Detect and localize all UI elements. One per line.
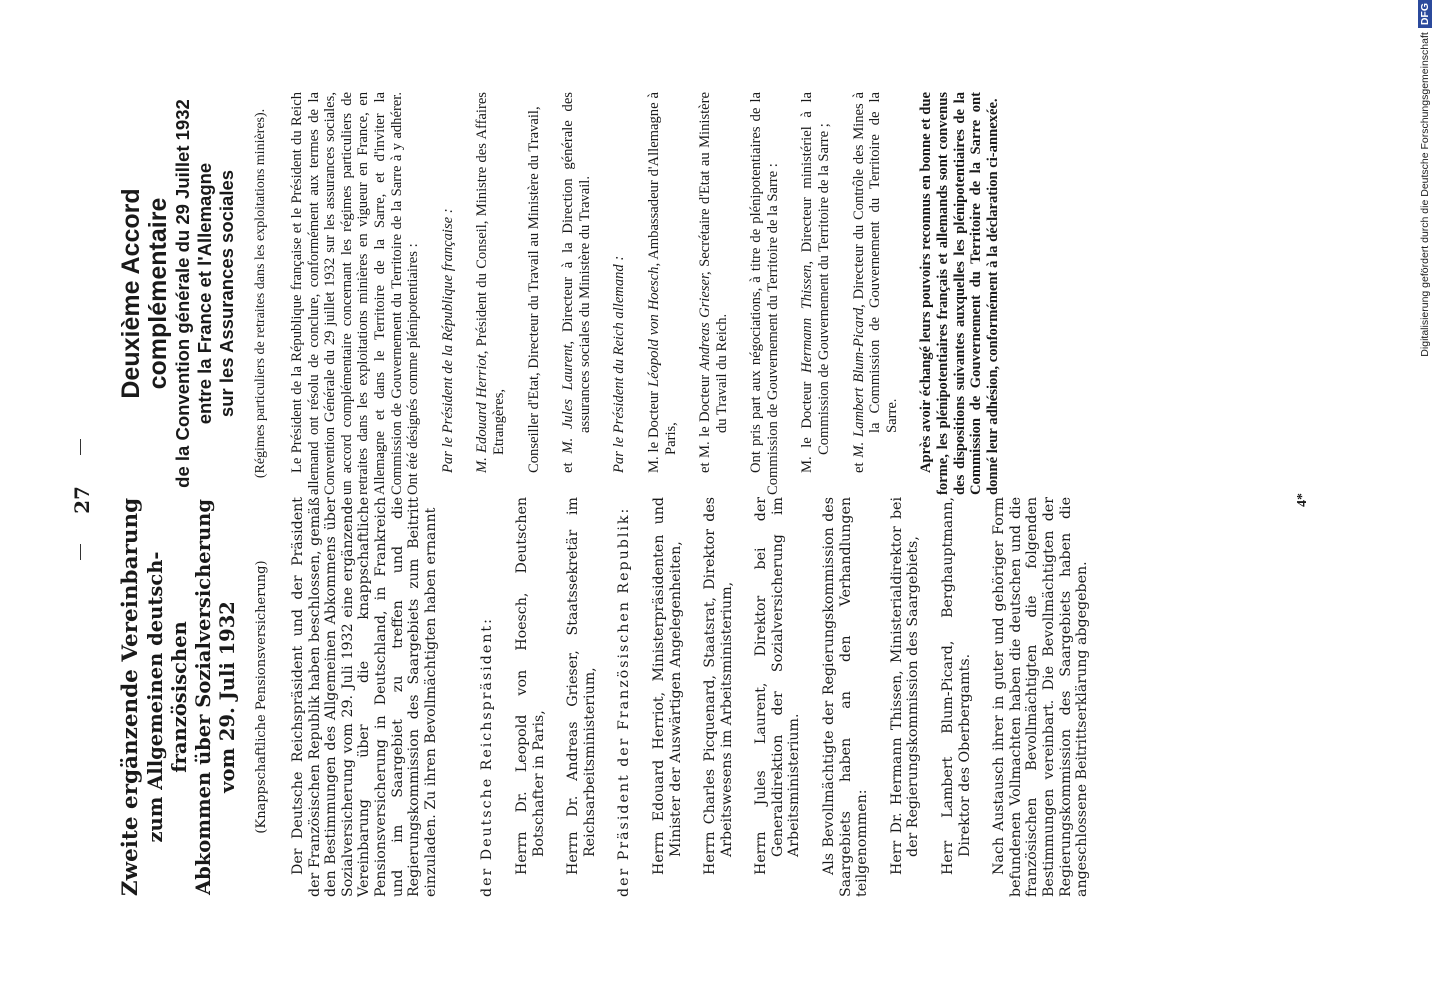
french-laurent-role: Directeur à la Direction générale des assurances sociales du Ministère du Travail. (560, 92, 593, 433)
french-subtitle: (Régimes particuliers de retraites dans les exploitations minières). (253, 108, 268, 479)
french-blum-picard: et M. Lambert Blum-Picard, Directeur du Contrôle des Mines à la Commission de Gouvernement du Territoire de la Sarre. (850, 92, 900, 473)
german-final-paragraph: Nach Austausch ihrer in guter und gehöriger Form befundenen Vollmachten haben die deutschen und die französischen Bevollmächtigten die folgenden Bestimmungen vereinbart. Die Bevollmächtigten der Regierungskommission des Saargebiets haben die angeschlossene Beitrittserklärung abgegeben. (991, 497, 1091, 897)
french-laurent: et M. Jules Laurent, Directeur à la Direction générale des assurances sociales du Ministère du Travail. (560, 92, 593, 473)
german-herriot: Herrn Edouard Herriot, Ministerpräsidenten und Minister der Auswärtigen Angelegenheiten, (650, 497, 684, 875)
german-column (118, 497, 1091, 897)
french-reich-heading: Par le Président du Reich allemand : (611, 255, 628, 473)
french-piquenard-role: Conseiller d'Etat, Directeur du Travail au Ministère du Travail, (525, 106, 542, 473)
french-title-line-4: sur les Assurances sociales (216, 169, 237, 418)
german-hoesch: Herrn Dr. Leopold von Hoesch, Deutschen Botschafter in Paris, (513, 497, 547, 875)
german-laurent: Herrn Jules Laurent, Direktor bei der Generaldirektion der Sozialversicherung im Arbeitsministerium. (753, 497, 803, 875)
french-grieser-role: Secrétaire d'Etat au Ministère du Travail du Reich. (697, 92, 730, 433)
german-picquenard: Herrn Charles Picquenard, Staatsrat, Direktor des Arbeitswesens im Arbeitsministerium, (702, 497, 735, 875)
french-laurent-name: M. Jules Laurent, (560, 340, 577, 454)
french-thissen-name: Hermann Thissen, (799, 260, 816, 373)
french-thissen-role: Directeur ministériel à la Commission de Gouvernement du Territoire de la Sarre ; (799, 91, 833, 455)
german-preamble: Der Deutsche Reichspräsident und der Präsident der Französischen Republik haben beschlossen, gemäß den Bestimmungen des Allgemeinen Abkommens über Sozialversicherung vom 29. Juli 1932 eine ergänzende Vereinbarung über die knappschaftliche Pensionsversicherung in Deutschland, in Frankreich und im Saargebiet zu treffen und die Regierungskommission des Saargebiets zum Beitritt einzuladen. Zu ihren Bevollmächtigten haben ernannt (290, 497, 439, 897)
dfg-logo: DFG (1418, 0, 1432, 28)
french-preamble: Le Président de la République française et le Président du Reich allemand ont résolu de conclure, conformément aux termes de la Convention Générale du 29 juillet 1932 sur les assurances sociales, un accord complémentaire concernant les régimes particuliers de retraites dans les exploitations minières en vigueur en France, en Allemagne et dans le Territoire de la Sarre, et d'inviter la Commission de Gouvernement du Territoire de la Sarre à y adhérer. Ont été désignés comme plénipotentiaires : (289, 92, 422, 495)
french-blum-role: Directeur du Contrôle des Mines à la Commission de Gouvernement du Territoire de la Sarre. (850, 92, 900, 433)
german-title-line-1: Zweite ergänzende Vereinbarung (118, 497, 143, 897)
german-blum-picard: Herr Lambert Blum-Picard, Berghauptmann, Direktor des Oberbergamts. (940, 497, 973, 875)
german-reich-heading: der Deutsche Reichspräsident: (479, 617, 496, 897)
french-herriot (474, 92, 507, 495)
french-hoesch-name: Léopold von Hoesch, (645, 262, 662, 388)
french-saar-paragraph: Ont pris part aux négociations, à titre de plénipotentiaires de la Commission de Gouvernement du Territoire de la Sarre : (748, 92, 781, 495)
french-column (118, 92, 1001, 495)
digitization-note: Digitalisierung gefördert durch die Deutsche Forschungsgemeinschaft (1419, 32, 1431, 357)
french-title-line-1: Deuxième Accord complémentaire (117, 188, 172, 399)
french-final-paragraph: Après avoir échangé leurs pouvoirs reconnus en bonne et due forme, les plénipotentiaires français et allemands sont convenus des dispositions suivantes auxquelles les plénipotentiaires de la Commission de Gouvernement du Territoire de la Sarre ont donné leur adhésion, conformément à la déclaration ci-annexée. (918, 92, 1001, 495)
german-grieser: Herrn Dr. Andreas Grieser, Staatssekretär im Reichsarbeitsministerium, (565, 497, 598, 875)
french-hoesch-role: Ambassadeur d'Allemagne à Paris, (645, 92, 679, 455)
french-title-line-2: de la Convention générale du 29 Juillet 1932 (172, 99, 193, 488)
german-thissen: Herr Dr. Hermann Thissen, Ministerialdirektor bei der Regierungskommission des Saargebiets, (888, 497, 922, 875)
german-subtitle: (Knappschaftliche Pensionsversicherung) (254, 560, 269, 834)
french-herriot-name: M. Edouard Herriot, (474, 350, 491, 473)
french-title-line-3: entre la France et l'Allemagne (194, 162, 215, 425)
page-number-dash-right (80, 439, 81, 455)
printer-signature-mark: 4* (1295, 493, 1310, 507)
french-republic-heading: Par le Président de la République française : (439, 208, 456, 473)
french-grieser-name: Andreas Grieser, (697, 271, 714, 371)
french-thissen: M. le Docteur Hermann Thissen, Directeur ministériel à la Commission de Gouvernement du Territoire de la Sarre ; (799, 91, 833, 473)
german-title-line-4: vom 29. Juli 1932 (216, 601, 239, 793)
french-blum-name: M. Lambert Blum-Picard, (850, 304, 867, 458)
french-piquenard (526, 92, 543, 495)
digitization-footer (1418, 0, 1432, 1000)
page-number: 27 (70, 486, 94, 514)
german-saar-paragraph: Als Bevollmächtigte der Regierungskommission des Saargebiets haben an den Verhandlungen teilgenommen: (821, 497, 871, 897)
french-herriot-role: Président du Conseil, Ministre des Affaires Etrangères, (474, 92, 507, 455)
french-grieser: et M. le Docteur Andreas Grieser, Secrétaire d'Etat au Ministère du Travail du Reich. (697, 92, 730, 473)
french-hoesch: M. le Docteur Léopold von Hoesch, Ambassadeur d'Allemagne à Paris, (645, 92, 679, 473)
german-republic-heading: der Präsident der Französischen Republik: (616, 506, 633, 897)
german-title-line-2: zum Allgemeinen deutsch-französischen (144, 551, 191, 843)
german-title-line-3: Abkommen über Sozialversicherung (192, 499, 215, 895)
